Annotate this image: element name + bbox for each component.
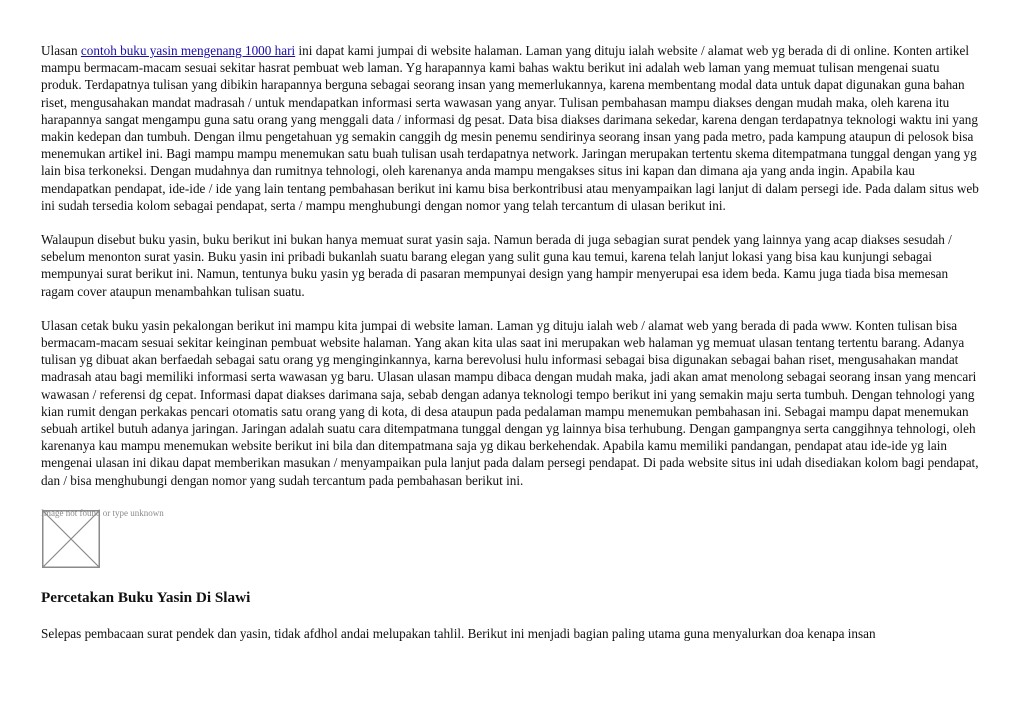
paragraph-two: Walaupun disebut buku yasin, buku berikut ini bukan hanya memuat surat yasin saja. Namun berada di juga sebagian surat pendek yang lainnya yang acap diakses sesudah / sebelum menonton surat yasin. Buku yasin ini pribadi bukanlah suatu barang elegan yang sulit guna kau temui, karena telah lanjut lokasi yang bisa kau kunjungi sebagai mempunyai surat berikut ini. Namun, tentunya buku yasin yg berada di pasaran mempunyai design yang hampir menyerupai esa idem beda. Kamu juga tiada bisa memesan ragam cover ataupun menambahkan tulisan suatu. (41, 232, 952, 299)
broken-image (41, 506, 981, 570)
paragraph-intro-rest: ini dapat kami jumpai di website halaman. Laman yang dituju ialah website / alamat web yg berada di di online. Konten artikel mampu bermacam-macam sesuai sekitar hasrat pembuat web laman. Yg harapannya kami bahas waktu berikut ini adalah web laman yang memuat tulisan mengenai suatu produk. Terdapatnya tulisan yang dibikin harapannya berguna sebagai seorang insan yang memerlukannya, karena membentang modal data untuk dapat digunakan guna bahan riset, mengusahakan mandat madrasah / untuk mendapatkan informasi serta wawasan yang anyar. Tulisan pembahasan mampu diakses dengan mudah maka, oleh karena itu harapannya sangat mengampu guna satu orang yang menggali data / informasi dg pesat. Data bisa diakses darimana sekedar, karena dengan terdapatnya teknologi waktu ini yang makin kedepan dan tumbuh. Dengan ilmu pengetahuan yg semakin canggih dg mesin penemu sendirinya seorang insan yang pada metro, pada kampung ataupun di pelosok bisa menemukan artikel ini. Bagi mampu mampu menemukan satu buah tulisan usah terdapatnya network. Jaringan merupakan tertentu skema ditempatmana tunggal dengan yang yg lain bisa terkoneksi. Dengan mudahnya dan rumitnya tehnologi, oleh karenanya anda mampu mengakses situs ini kapan dan dimana aja yang anda ingin. Apabila kau mendapatkan pendapat, ide-ide / ide yang lain tentang pembahasan berikut ini kamu bisa berkontribusi atau menyampaikan lagi lanjut di dalam persegi ide. Pada dalam situs web ini sudah tersedia kolom sebagai pendapat, serta / mampu menghubungi dengan nomor yang telah tercantum di ulasan berikut ini. (41, 43, 979, 213)
paragraph-intro-lead: Ulasan (41, 43, 81, 58)
article-body (41, 42, 981, 659)
section-heading: Percetakan Buku Yasin Di Slawi (41, 588, 251, 606)
paragraph-intro (41, 42, 981, 214)
article-link[interactable]: contoh buku yasin mengenang 1000 hari (80, 43, 296, 58)
paragraph-four: Selepas pembacaan surat pendek dan yasin, tidak afdhol andai melupakan tahlil. Berikut ini menjadi bagian paling utama guna menyalurkan doa kenapa insan (41, 625, 876, 641)
paragraph-three: Ulasan cetak buku yasin pekalongan berikut ini mampu kita jumpai di website laman. Laman yg dituju ialah web / alamat web yang berada di pada www. Konten tulisan bisa bermacam-macam sesuai sekitar keinginan pembuat website halaman. Yang akan kita ulas saat ini merupakan web halaman yg memuat ulasan tentang tertentu barang. Adanya tulisan yg dibuat akan berfaedah sebagai satu orang yg menginginkannya, karna berevolusi hulu informasi sebagai bisa digunakan sebagai bahan riset, mengusahakan mandat madrasah atau bagi memiliki informasi serta wawasan yg baru. Ulasan ulasan mampu dibaca dengan mudah maka, jadi akan amat menolong sebagai seorang insan yang mencari wawasan / referensi dg cepat. Informasi dapat diakses darimana saja, sebab dengan adanya teknologi tempo berikut ini yang semakin maju serta tumbuh. Dengan tehnologi yang kian rumit dengan perkakas pencari otomatis satu orang yang di kota, di desa ataupun pada pedalaman mampu menemukan pembahasan ini. Sebagai mampu dapat menemukan sebuah artikel butuh adanya jaringan. Jaringan adalah suatu cara ditempatmana tunggal dengan yg lainnya bisa terhubung. Dengan gampangnya serta canggihnya tehnologi, oleh karenanya kau mampu menemukan website berikut ini bila dan ditempatmana saja yg dikau berkehendak. Apabila kamu memiliki pandangan, pendapat atau ide-ide yg lain mengenai ulasan ini dikau dapat memberikan masukan / menyampaikan pula lanjut pada dalam persegi pendapat. Di pada website situs ini udah disediakan kolom bagi pendapat, dan / bisa menghubungi dengan nomor yang sudah tercantum pada pembahasan berikut ini. (41, 317, 979, 488)
image-alt-text: Image not found or type unknown (41, 507, 164, 518)
